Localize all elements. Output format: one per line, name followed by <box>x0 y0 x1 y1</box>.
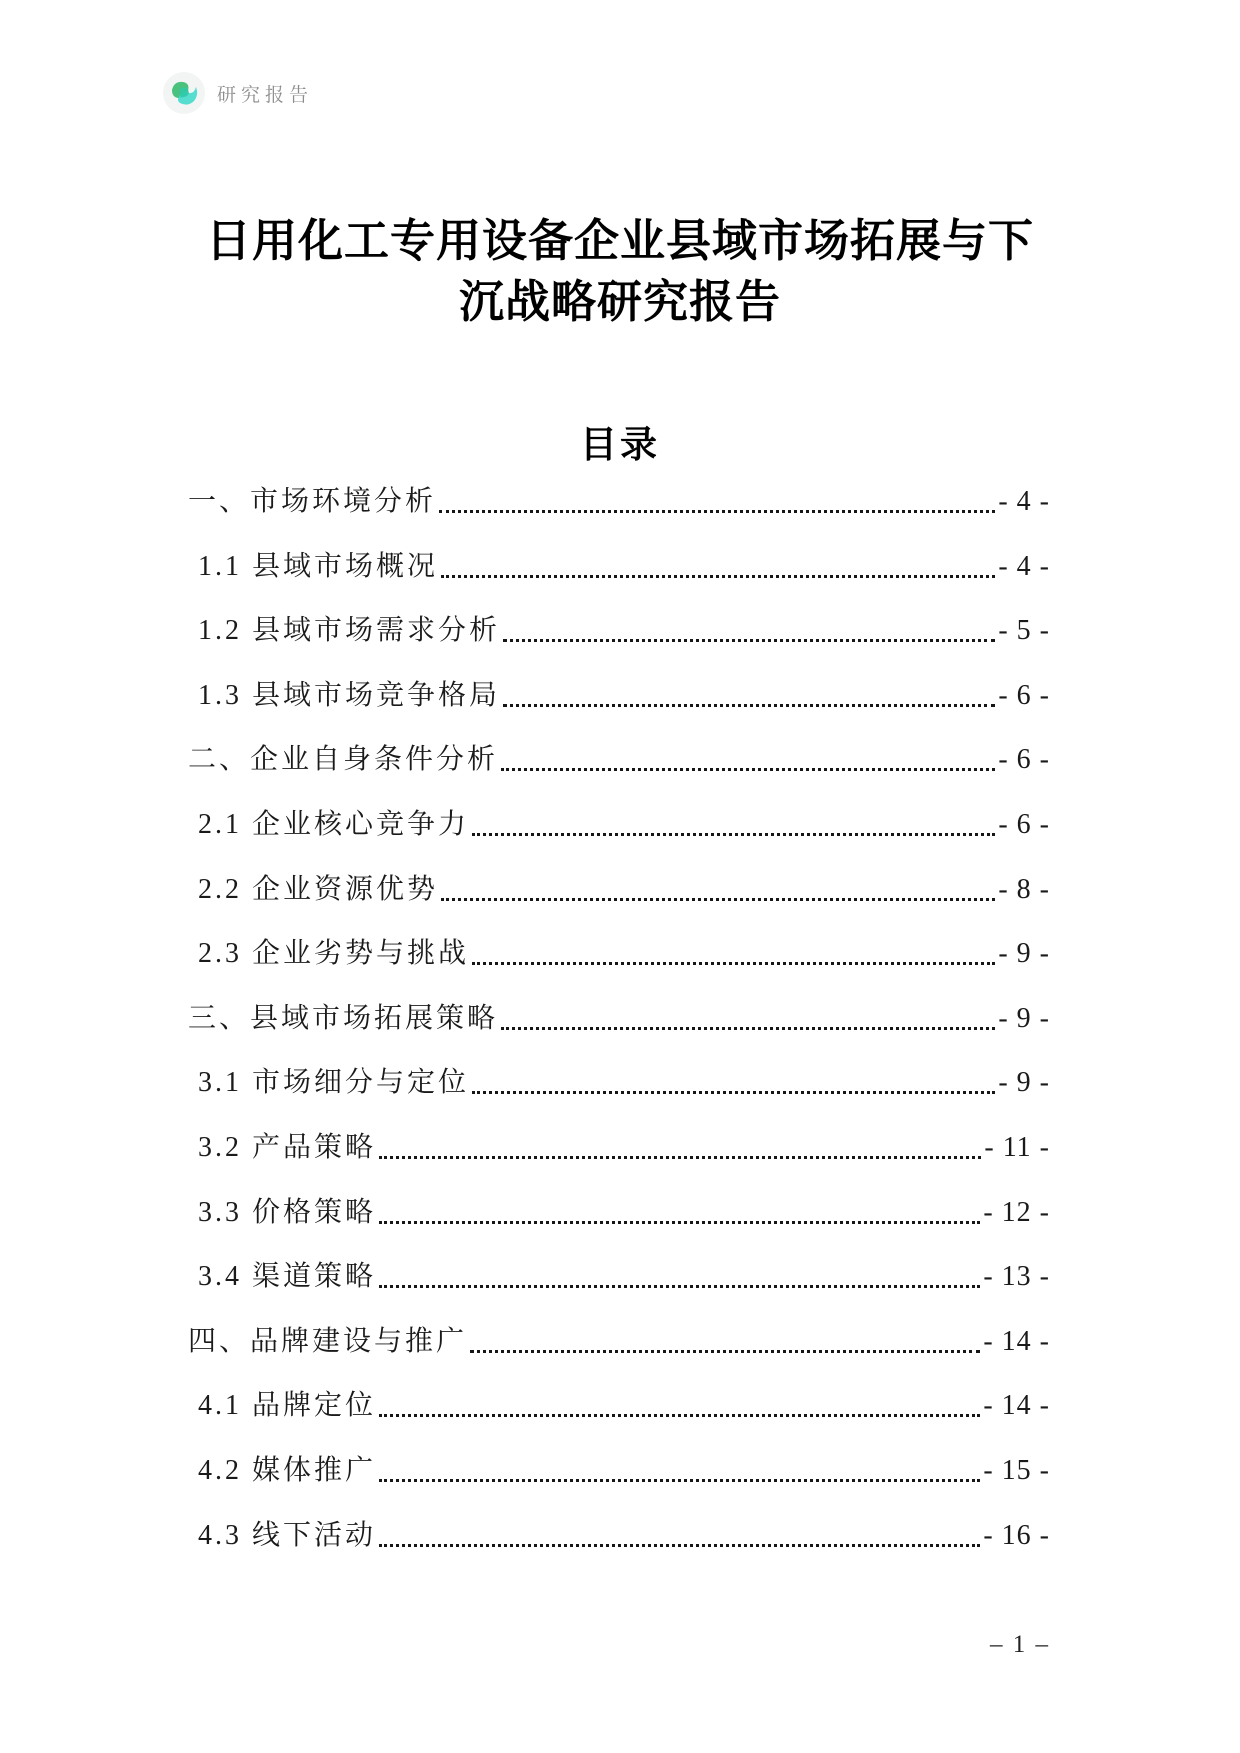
toc-entry-label: 2.2 企业资源优势 <box>198 873 439 905</box>
toc-heading: 目录 <box>580 424 660 465</box>
toc-entry-page: - 11 - <box>984 1131 1050 1163</box>
toc-entry-page: - 4 - <box>998 550 1050 582</box>
report-title-line2: 沉战略研究报告 <box>458 276 781 327</box>
report-logo-icon <box>163 72 205 114</box>
toc-entry-page: - 12 - <box>983 1196 1050 1228</box>
toc-entry-page: - 14 - <box>983 1325 1050 1357</box>
toc-entry-page: - 15 - <box>983 1454 1050 1486</box>
toc-entry-page: - 9 - <box>998 938 1050 970</box>
toc-entry-label: 一、市场环境分析 <box>188 486 437 517</box>
toc-row[interactable] <box>188 745 1050 810</box>
report-title-line1: 日用化工专用设备企业县域市场拓展与下 <box>205 215 1034 266</box>
toc-entry-page: - 8 - <box>998 873 1050 905</box>
toc-entry-label: 3.1 市场细分与定位 <box>198 1067 470 1099</box>
toc-entry-label: 三、县域市场拓展策略 <box>188 1002 499 1034</box>
toc-leader-dots <box>376 1262 983 1292</box>
toc-entry-page: - 5 - <box>998 615 1050 647</box>
toc-leader-dots <box>438 552 998 582</box>
toc-entry-label: 四、品牌建设与推广 <box>188 1325 468 1357</box>
toc-entry-label: 1.2 县域市场需求分析 <box>198 615 501 647</box>
toc-entry-label: 3.3 价格策略 <box>198 1196 377 1228</box>
toc-entry-label: 4.1 品牌定位 <box>198 1390 377 1422</box>
toc-entry-page: - 9 - <box>998 1067 1050 1099</box>
toc-row[interactable] <box>188 1262 1050 1327</box>
toc-leader-dots <box>498 745 998 775</box>
toc-row[interactable] <box>188 1198 1050 1263</box>
toc-entry-page: - 9 - <box>998 1002 1050 1034</box>
toc-entry-page: - 6 - <box>998 808 1050 840</box>
toc-entry-label: 二、企业自身条件分析 <box>188 744 499 776</box>
toc-entry-label: 1.3 县域市场竞争格局 <box>198 679 501 711</box>
toc-row[interactable] <box>188 1133 1050 1198</box>
toc-row[interactable] <box>188 1327 1050 1392</box>
toc-entry-label: 3.2 产品策略 <box>198 1131 377 1163</box>
toc-row[interactable] <box>188 1391 1050 1456</box>
toc-entry-label: 4.2 媒体推广 <box>198 1454 377 1486</box>
toc-entry-page: - 4 - <box>998 486 1050 517</box>
toc-leader-dots <box>500 681 998 711</box>
toc-entry-page: - 6 - <box>998 679 1050 711</box>
brand-header <box>163 72 313 114</box>
toc-row[interactable] <box>188 810 1050 875</box>
toc-row[interactable] <box>188 875 1050 940</box>
toc-leader-dots <box>376 1133 984 1163</box>
toc-leader-dots <box>376 1521 983 1551</box>
toc-row[interactable] <box>188 681 1050 746</box>
toc-leader-dots <box>376 1456 983 1486</box>
toc-leader-dots <box>438 875 998 905</box>
toc-entry-page: - 14 - <box>983 1390 1050 1422</box>
toc-entry-label: 2.3 企业劣势与挑战 <box>198 938 470 970</box>
toc-leader-dots <box>469 939 998 969</box>
toc-leader-dots <box>469 810 998 840</box>
toc-leader-dots <box>436 487 998 517</box>
toc-row[interactable] <box>188 1456 1050 1521</box>
toc-leader-dots <box>469 1068 998 1098</box>
toc-entry-label: 2.1 企业核心竞争力 <box>198 808 470 840</box>
toc-leader-dots <box>500 616 998 646</box>
toc-row[interactable] <box>188 1068 1050 1133</box>
toc-leader-dots <box>498 1004 998 1034</box>
toc-row[interactable] <box>188 1521 1050 1586</box>
toc-row[interactable] <box>188 552 1050 617</box>
toc-entry-label: 1.1 县域市场概况 <box>198 550 439 582</box>
page-number-footer: – 1 – <box>990 1631 1050 1658</box>
toc-entry-label: 3.4 渠道策略 <box>198 1261 377 1293</box>
toc-row[interactable] <box>188 939 1050 1004</box>
toc-row[interactable] <box>188 1004 1050 1069</box>
toc-leader-dots <box>467 1327 983 1357</box>
toc-leader-dots <box>376 1391 983 1421</box>
toc-list <box>188 487 1050 1585</box>
report-title <box>0 210 1240 332</box>
toc-row[interactable] <box>188 616 1050 681</box>
toc-entry-page: - 16 - <box>983 1519 1050 1551</box>
toc-entry-label: 4.3 线下活动 <box>198 1519 377 1551</box>
toc-leader-dots <box>376 1198 983 1228</box>
toc-entry-page: - 13 - <box>983 1261 1050 1293</box>
toc-row[interactable] <box>188 487 1050 552</box>
brand-label: 研究报告 <box>217 84 314 106</box>
toc-entry-page: - 6 - <box>998 744 1050 776</box>
